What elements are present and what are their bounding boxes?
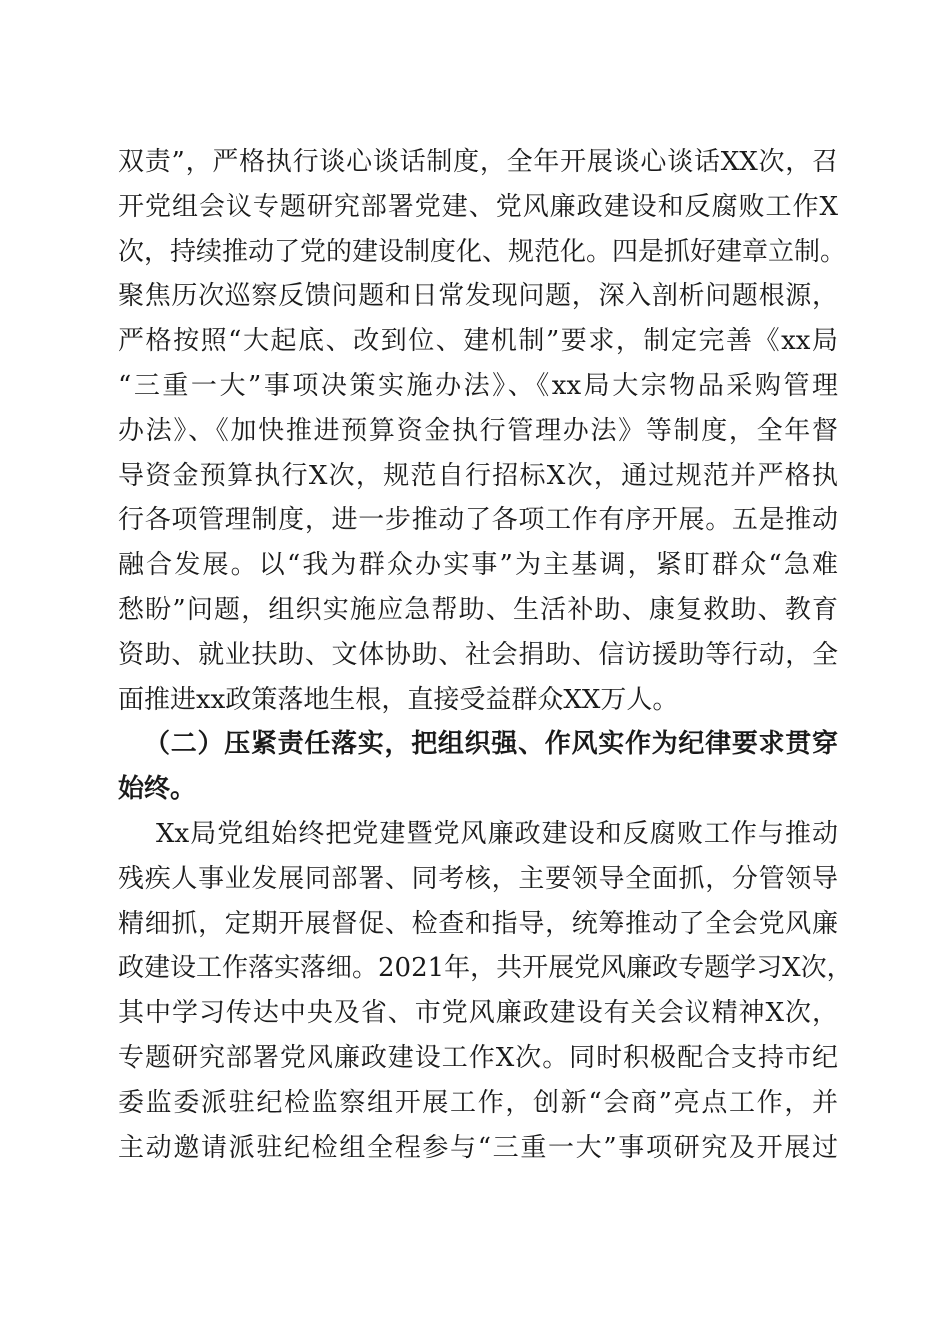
section-heading: （二）压紧责任落实，把组织强、作风实作为纪律要求贯穿	[144, 729, 838, 760]
text-line: 行各项管理制度，进一步推动了各项工作有序开展。五是推动	[118, 505, 838, 536]
text-line: 残疾人事业发展同部署、同考核，主要领导全面抓，分管领导	[118, 863, 838, 894]
text-line: 愁盼”问题，组织实施应急帮助、生活补助、康复救助、教育	[118, 594, 838, 625]
text-line: 主动邀请派驻纪检组全程参与“三重一大”事项研究及开展过	[118, 1132, 838, 1163]
text-line: 委监委派驻纪检监察组开展工作，创新“会商”亮点工作，并	[118, 1087, 838, 1118]
document-body	[118, 140, 853, 1170]
text-line: 次，持续推动了党的建设制度化、规范化。四是抓好建章立制。	[118, 236, 847, 267]
text-line: 面推进xx政策落地生根，直接受益群众XX万人。	[118, 684, 679, 715]
text-line: 其中学习传达中央及省、市党风廉政建设有关会议精神X次，	[118, 998, 838, 1029]
text-line: 精细抓，定期开展督促、检查和指导，统筹推动了全会党风廉	[118, 908, 838, 939]
text-line: 导资金预算执行X次，规范自行招标X次，通过规范并严格执	[118, 460, 838, 491]
text-line: 办法》、《加快推进预算资金执行管理办法》等制度，全年督	[118, 415, 838, 446]
text-line: “三重一大”事项决策实施办法》、《xx局大宗物品采购管理	[118, 370, 838, 401]
text-line: 专题研究部署党风廉政建设工作X次。同时积极配合支持市纪	[118, 1042, 838, 1073]
text-line: 政建设工作落实落细。2021年，共开展党风廉政专题学习X次，	[118, 953, 853, 984]
text-line: 双责”，严格执行谈心谈话制度，全年开展谈心谈话XX次，召	[118, 147, 838, 177]
paragraph-first-line: Xx局党组始终把党建暨党风廉政建设和反腐败工作与推动	[156, 818, 838, 849]
text-line: 开党组会议专题研究部署党建、党风廉政建设和反腐败工作X	[118, 191, 838, 222]
text-line: 严格按照“大起底、改到位、建机制”要求，制定完善《xx局	[118, 326, 838, 357]
text-line: 资助、就业扶助、文体协助、社会捐助、信访援助等行动，全	[118, 639, 838, 670]
text-line: 融合发展。以“我为群众办实事”为主基调，紧盯群众“急难	[118, 550, 838, 581]
text-line: 聚焦历次巡察反馈问题和日常发现问题，深入剖析问题根源，	[118, 281, 838, 312]
section-heading-continued: 始终。	[118, 774, 197, 805]
